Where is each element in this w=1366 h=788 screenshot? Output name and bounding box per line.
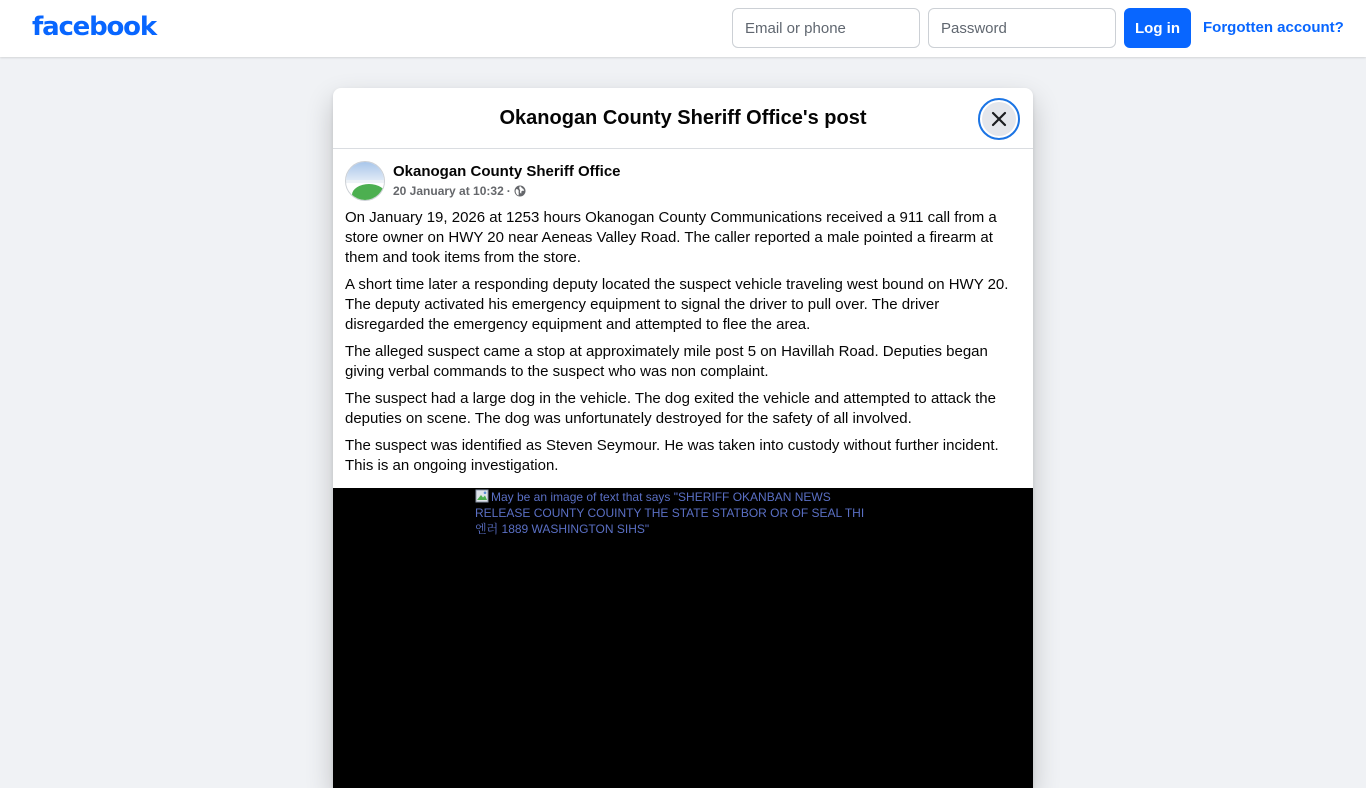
- image-alt-text: [475, 489, 875, 537]
- avatar-sky: [346, 162, 385, 180]
- forgotten-account-link[interactable]: Forgotten account?: [1203, 19, 1344, 36]
- post-text: [345, 208, 1021, 483]
- top-navigation-bar: [0, 0, 1366, 57]
- meta-separator: ·: [506, 184, 511, 198]
- dialog-header: [333, 88, 1033, 149]
- dialog-title: Okanogan County Sheriff Office's post: [499, 107, 867, 129]
- email-field[interactable]: [732, 8, 920, 48]
- close-icon: [990, 110, 1008, 128]
- post-author-row: [345, 161, 1005, 201]
- post-timestamp[interactable]: 20 January at 10:32: [393, 184, 504, 198]
- post-paragraph: On January 19, 2026 at 1253 hours Okanogan County Communications received a 911 call from a store owner on HWY 20 near Aeneas Valley Road. The caller reported a male pointed a firearm at them and took items from the store.: [345, 209, 997, 266]
- facebook-logo[interactable]: facebook: [32, 12, 156, 42]
- post-dialog: [333, 88, 1033, 788]
- image-alt-label: May be an image of text that says "SHERIFF OKANBAN NEWS RELEASE COUNTY COUINTY THE STATE STATBOR OR OF SEAL THI 엔러 1889 WASHINGTON SIHS": [475, 490, 865, 536]
- post-paragraph: The suspect had a large dog in the vehicle. The dog exited the vehicle and attempted to attack the deputies on scene. The dog was unfortunately destroyed for the safety of all involved.: [345, 390, 996, 427]
- post-paragraph: The alleged suspect came a stop at approximately mile post 5 on Havillah Road. Deputies began giving verbal commands to the suspect who was non complaint.: [345, 343, 988, 380]
- post-image[interactable]: [333, 488, 1033, 788]
- globe-icon: [514, 185, 526, 197]
- avatar[interactable]: [345, 161, 385, 201]
- post-paragraph: A short time later a responding deputy located the suspect vehicle traveling west bound on HWY 20. The deputy activated his emergency equipment to signal the driver to pull over. The driver disregarded the emergency equipment and attempted to flee the area.: [345, 276, 1009, 333]
- avatar-hill: [352, 184, 385, 201]
- broken-image-icon: [475, 489, 489, 503]
- post-paragraph: The suspect was identified as Steven Seymour. He was taken into custody without further incident. This is an ongoing investigation.: [345, 437, 999, 474]
- login-button[interactable]: Log in: [1124, 8, 1191, 48]
- author-name[interactable]: Okanogan County Sheriff Office: [393, 163, 621, 180]
- post-meta: [393, 184, 526, 198]
- close-button[interactable]: [978, 98, 1020, 140]
- password-field[interactable]: [928, 8, 1116, 48]
